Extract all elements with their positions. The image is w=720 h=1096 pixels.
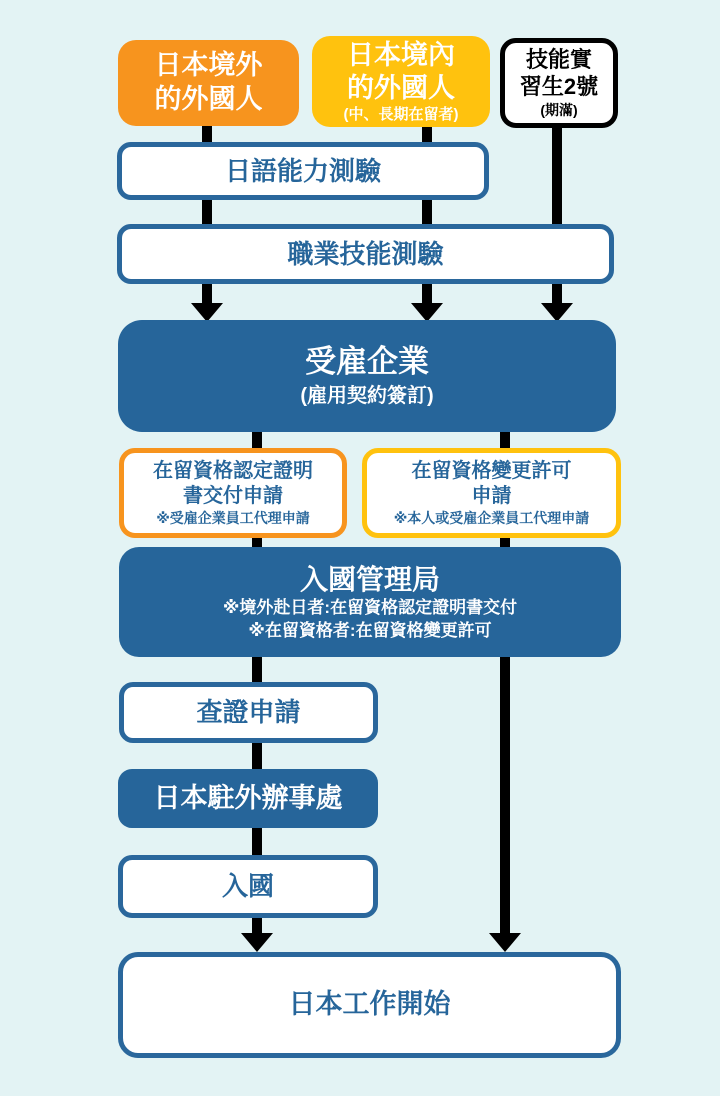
node-japan-overseas-office xyxy=(118,769,378,828)
node-status-change-application-line1: 在留資格變更許可 xyxy=(411,459,572,482)
node-entry-to-japan xyxy=(118,855,378,918)
node-coe-application-line1: 在留資格認定證明 xyxy=(153,459,313,482)
arrow-shaft-to-employer-1 xyxy=(202,281,212,305)
node-employing-company-title: 受雇企業 xyxy=(305,343,429,379)
node-coe-application xyxy=(119,448,347,538)
node-foreigner-inside-japan xyxy=(312,36,490,127)
node-immigration-bureau xyxy=(119,547,621,657)
connector-office-to-entry xyxy=(252,826,262,858)
node-foreigner-outside-japan-line2: 的外國人 xyxy=(154,84,263,114)
node-status-change-application-line2: 申請 xyxy=(471,484,512,507)
node-japanese-language-test xyxy=(117,142,489,200)
arrow-shaft-to-employer-3 xyxy=(552,281,562,305)
arrowhead-entry-to-final xyxy=(241,933,273,952)
node-foreigner-outside-japan-line1: 日本境外 xyxy=(154,50,263,81)
node-vocational-skill-test-label: 職業技能測驗 xyxy=(287,238,444,269)
connector-immigration-to-visa xyxy=(252,655,262,685)
connector-visa-to-office xyxy=(252,741,262,772)
node-status-change-application xyxy=(362,448,621,538)
node-vocational-skill-test xyxy=(117,224,614,284)
connector-employer-to-coe xyxy=(252,430,262,450)
arrow-shaft-to-employer-2 xyxy=(422,281,432,305)
node-immigration-bureau-note2: ※在留資格者:在留資格變更許可 xyxy=(248,620,492,640)
node-employing-company xyxy=(118,320,616,432)
node-japan-overseas-office-label: 日本駐外辦事處 xyxy=(153,782,343,813)
node-foreigner-inside-japan-line2: 的外國人 xyxy=(347,72,455,103)
node-status-change-application-note: ※本人或受雇企業員工代理申請 xyxy=(393,509,590,526)
arrowhead-change-path-to-final xyxy=(489,933,521,952)
node-start-working-in-japan-label: 日本工作開始 xyxy=(288,989,451,1020)
node-technical-intern-no2-note: (期滿) xyxy=(540,101,578,118)
connector-employer-to-change xyxy=(500,430,510,450)
node-technical-intern-no2-line1: 技能實 xyxy=(525,47,592,73)
node-visa-application xyxy=(119,682,378,743)
node-immigration-bureau-note1: ※境外赴日者:在留資格認定證明書交付 xyxy=(222,598,518,618)
node-immigration-bureau-title: 入國管理局 xyxy=(299,564,440,596)
node-foreigner-outside-japan xyxy=(118,40,299,126)
node-entry-to-japan-label: 入國 xyxy=(221,871,274,902)
node-technical-intern-no2-line2: 習生2號 xyxy=(519,73,599,99)
arrow-shaft-entry-to-final xyxy=(252,916,262,934)
node-japanese-language-test-label: 日語能力測驗 xyxy=(224,155,381,186)
node-employing-company-note: (雇用契約簽訂) xyxy=(300,385,434,408)
node-technical-intern-no2 xyxy=(500,38,618,128)
node-foreigner-inside-japan-note: (中、長期在留者) xyxy=(343,105,459,123)
node-visa-application-label: 查證申請 xyxy=(196,697,301,728)
node-foreigner-inside-japan-line1: 日本境內 xyxy=(347,40,455,71)
node-coe-application-line2: 書交付申請 xyxy=(183,484,283,507)
node-start-working-in-japan xyxy=(118,952,621,1058)
node-coe-application-note: ※受雇企業員工代理申請 xyxy=(156,509,310,526)
